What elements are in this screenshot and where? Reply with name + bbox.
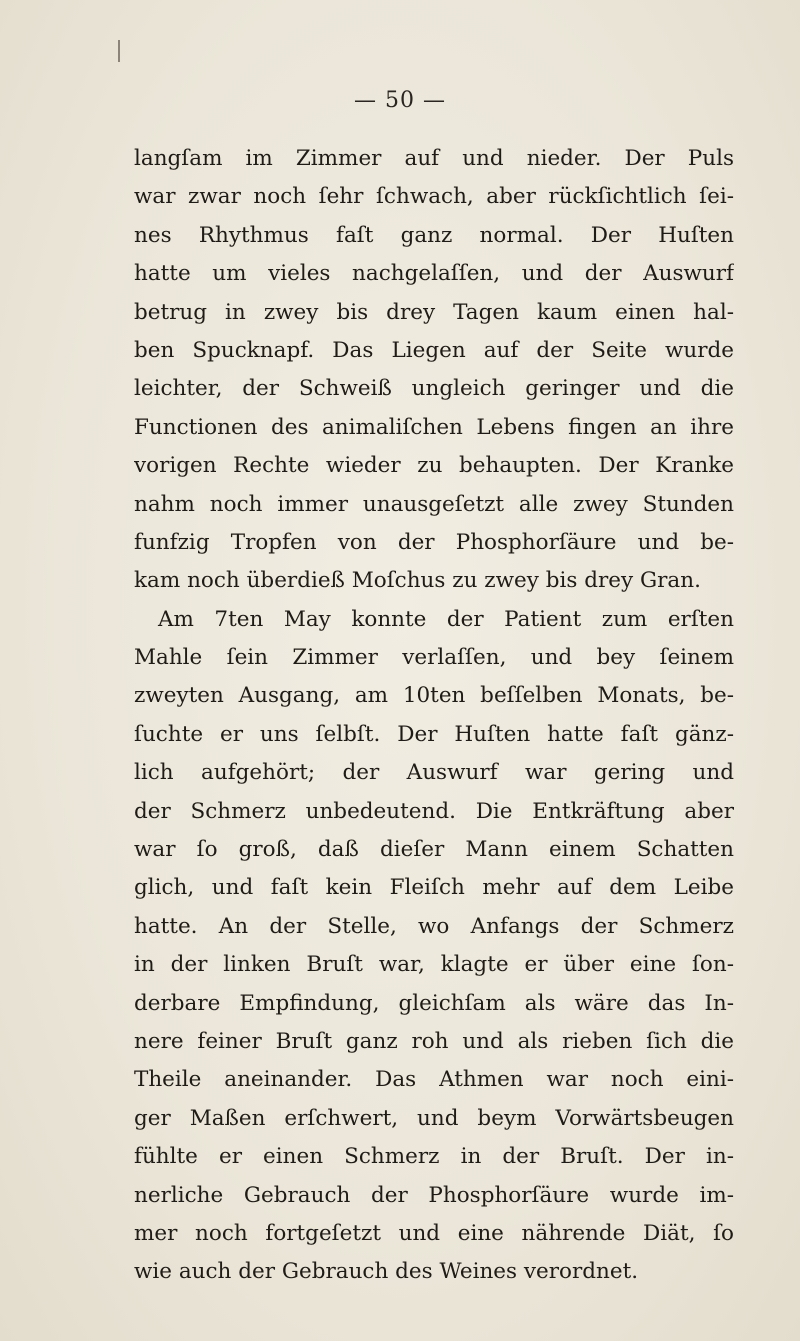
text-line: zweyten Ausgang, am 10ten beſſelben Monats, be- [134,683,734,709]
page-number-header: — 50 — [354,88,446,113]
text-line: kam noch überdieß Moſchus zu zwey bis drey Gran. [134,568,701,594]
text-line: mer noch fortgeſetzt und eine nährende Diät, ſo [134,1220,734,1246]
text-line: Am 7ten May konnte der Patient zum erſten [158,606,734,632]
text-line: ben Spucknapf. Das Liegen auf der Seite wurde [134,337,734,363]
text-line: der Schmerz unbedeutend. Die Entkräftung aber [134,798,734,824]
text-line: langſam im Zimmer auf und nieder. Der Puls [134,146,734,171]
text-line: leichter, der Schweiß ungleich geringer und die [134,376,734,402]
text-line: ſuchte er uns ſelbſt. Der Huſten hatte faſt gänz- [134,721,734,747]
text-line: nahm noch immer unausgeſetzt alle zwey Stunden [134,491,734,517]
page-edge-mark [118,40,120,62]
text-line: lich aufgehört; der Auswurf war gering und [134,760,734,786]
text-line: derbare Empfindung, gleichſam als wäre das In- [134,990,734,1016]
text-line: hatte. An der Stelle, wo Anfangs der Schmerz [134,913,734,939]
text-line: hatte um vieles nachgelaſſen, und der Auswurf [134,261,734,287]
text-line: nere feiner Bruſt ganz roh und als rieben ſich die [134,1028,734,1054]
text-line: vorigen Rechte wieder zu behaupten. Der Kranke [134,453,734,479]
text-line: funfzig Tropfen von der Phosphorſäure und be- [134,529,734,555]
text-line: betrug in zwey bis drey Tagen kaum einen hal- [134,299,734,325]
body-text [134,140,734,1292]
text-line: Functionen des animaliſchen Lebens fingen an ihre [134,414,734,440]
text-line: fühlte er einen Schmerz in der Bruſt. Der in- [134,1144,734,1170]
text-line: wie auch der Gebrauch des Weines verordnet. [134,1259,639,1285]
text-line: glich, und faſt kein Fleiſch mehr auf dem Leibe [134,875,734,901]
text-line: Theile aneinander. Das Athmen war noch eini- [134,1067,734,1093]
text-line: Mahle ſein Zimmer verlaſſen, und bey ſeinem [134,645,734,671]
text-line: war ſo groß, daß dieſer Mann einem Schatten [134,837,734,863]
text-line: nes Rhythmus faſt ganz normal. Der Huſten [134,222,734,248]
text-line: war zwar noch ſehr ſchwach, aber rückſichtlich ſei- [134,184,734,210]
text-line: ger Maßen erſchwert, und beym Vorwärtsbeugen [134,1105,734,1131]
text-line: nerliche Gebrauch der Phosphorſäure wurde im- [134,1182,734,1208]
text-line: in der linken Bruſt war, klagte er über eine ſon- [134,952,734,978]
